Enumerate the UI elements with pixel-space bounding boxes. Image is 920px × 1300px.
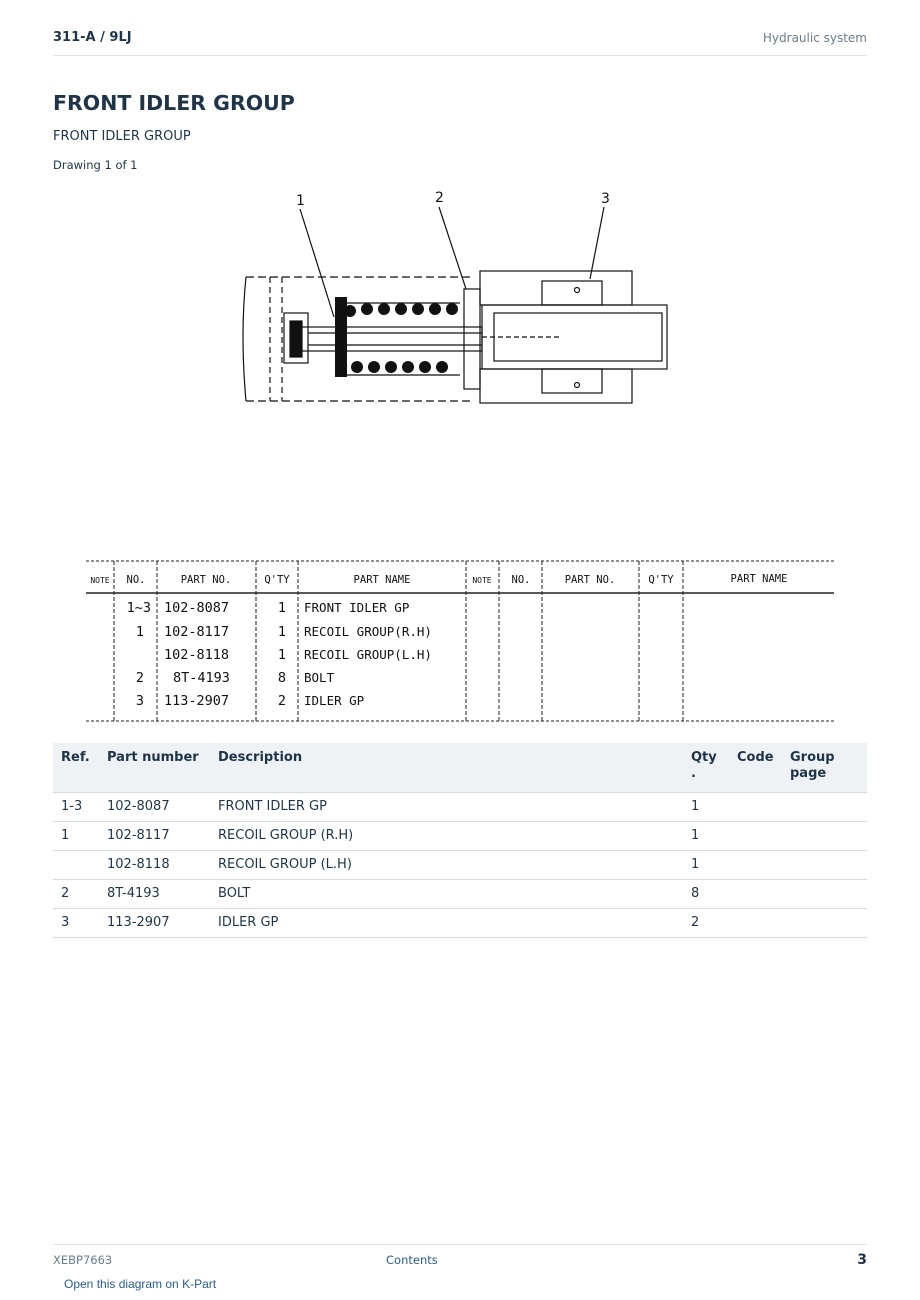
- scan-cell-partno: 8T-4193: [173, 670, 230, 686]
- table-row: [53, 851, 867, 880]
- header-description: Description: [210, 743, 683, 793]
- table-row: [53, 822, 867, 851]
- scan-header-partno-2: PART NO.: [564, 574, 616, 586]
- scan-cell-qty: 2: [277, 693, 287, 709]
- table-row: [53, 793, 867, 822]
- cell-code: [729, 880, 782, 909]
- page-number: 3: [857, 1252, 867, 1268]
- header-ref: Ref.: [53, 743, 99, 793]
- scan-cell-partno: 102-8118: [164, 647, 230, 663]
- cell-part-number: 113-2907: [99, 909, 210, 938]
- header-code: Code: [729, 743, 782, 793]
- cell-part-number: 102-8087: [99, 793, 210, 822]
- scan-cell-no: 3: [135, 693, 144, 709]
- scan-header-qty-1: Q'TY: [264, 574, 290, 586]
- cell-code: [729, 822, 782, 851]
- scan-header-qty-2: Q'TY: [648, 574, 674, 586]
- scan-cell-no: 1: [135, 624, 144, 640]
- scan-header-name-2: PART NAME: [730, 573, 788, 585]
- cell-code: [729, 793, 782, 822]
- header-part-number: Part number: [99, 743, 210, 793]
- model-label: 311-A / 9LJ: [53, 30, 132, 45]
- header-group-page: Group page: [782, 743, 867, 793]
- cell-group-page: [782, 851, 867, 880]
- cell-ref: 2: [53, 880, 99, 909]
- scanned-parts-table: [84, 558, 836, 726]
- scan-cell-qty: 1: [277, 600, 287, 616]
- page-subtitle: FRONT IDLER GROUP: [53, 129, 191, 144]
- kpart-link[interactable]: Open this diagram on K-Part: [64, 1277, 217, 1291]
- cell-qty: 1: [683, 793, 729, 822]
- contents-link[interactable]: Contents: [386, 1253, 438, 1267]
- cell-part-number: 8T-4193: [99, 880, 210, 909]
- cell-qty: 8: [683, 880, 729, 909]
- table-header-row: [53, 743, 867, 793]
- document-id: XEBP7663: [53, 1253, 113, 1267]
- cell-ref: 1: [53, 822, 99, 851]
- scan-header-note-2: NOTE: [472, 576, 492, 585]
- section-label: Hydraulic system: [762, 31, 867, 45]
- scan-cell-name: FRONT IDLER GP: [304, 600, 410, 615]
- cell-ref: 3: [53, 909, 99, 938]
- drawing-counter: Drawing 1 of 1: [53, 158, 138, 172]
- scan-cell-qty: 8: [277, 670, 287, 686]
- cell-description: BOLT: [210, 880, 683, 909]
- callout-2: 2: [435, 190, 444, 206]
- cell-description: IDLER GP: [210, 909, 683, 938]
- cell-description: FRONT IDLER GP: [210, 793, 683, 822]
- cell-qty: 1: [683, 851, 729, 880]
- cell-group-page: [782, 880, 867, 909]
- scan-cell-name: BOLT: [304, 670, 335, 685]
- page-header: [53, 28, 867, 56]
- cell-code: [729, 909, 782, 938]
- cell-part-number: 102-8117: [99, 822, 210, 851]
- table-row: [53, 909, 867, 938]
- scan-header-partno-1: PART NO.: [180, 574, 232, 586]
- cell-group-page: [782, 909, 867, 938]
- scan-cell-no: 1~3: [126, 600, 151, 616]
- callout-3: 3: [601, 191, 610, 207]
- scan-header-no-1: NO.: [126, 574, 146, 586]
- scan-cell-qty: 1: [277, 624, 287, 640]
- scan-cell-name: RECOIL GROUP(L.H): [304, 647, 432, 662]
- cell-description: RECOIL GROUP (L.H): [210, 851, 683, 880]
- cell-ref: 1-3: [53, 793, 99, 822]
- callout-1: 1: [296, 193, 305, 209]
- scan-header-note-1: NOTE: [90, 576, 110, 585]
- scan-cell-no: 2: [135, 670, 144, 686]
- table-row: [53, 880, 867, 909]
- cell-description: RECOIL GROUP (R.H): [210, 822, 683, 851]
- scan-cell-partno: 102-8087: [164, 600, 230, 616]
- scan-cell-qty: 1: [277, 647, 287, 663]
- page-title: FRONT IDLER GROUP: [53, 91, 295, 115]
- cell-ref: [53, 851, 99, 880]
- scan-header-name-1: PART NAME: [353, 574, 411, 586]
- cell-group-page: [782, 822, 867, 851]
- scan-header-no-2: NO.: [511, 574, 531, 586]
- parts-diagram: [232, 185, 677, 415]
- cell-group-page: [782, 793, 867, 822]
- parts-table: [53, 743, 867, 938]
- footer-divider: [53, 1244, 867, 1245]
- cell-part-number: 102-8118: [99, 851, 210, 880]
- scan-cell-name: IDLER GP: [304, 693, 365, 708]
- scan-cell-name: RECOIL GROUP(R.H): [304, 624, 432, 639]
- header-qty: Qty .: [683, 743, 729, 793]
- cell-qty: 1: [683, 822, 729, 851]
- scan-cell-partno: 102-8117: [164, 624, 230, 640]
- cell-code: [729, 851, 782, 880]
- cell-qty: 2: [683, 909, 729, 938]
- scan-cell-partno: 113-2907: [164, 693, 230, 709]
